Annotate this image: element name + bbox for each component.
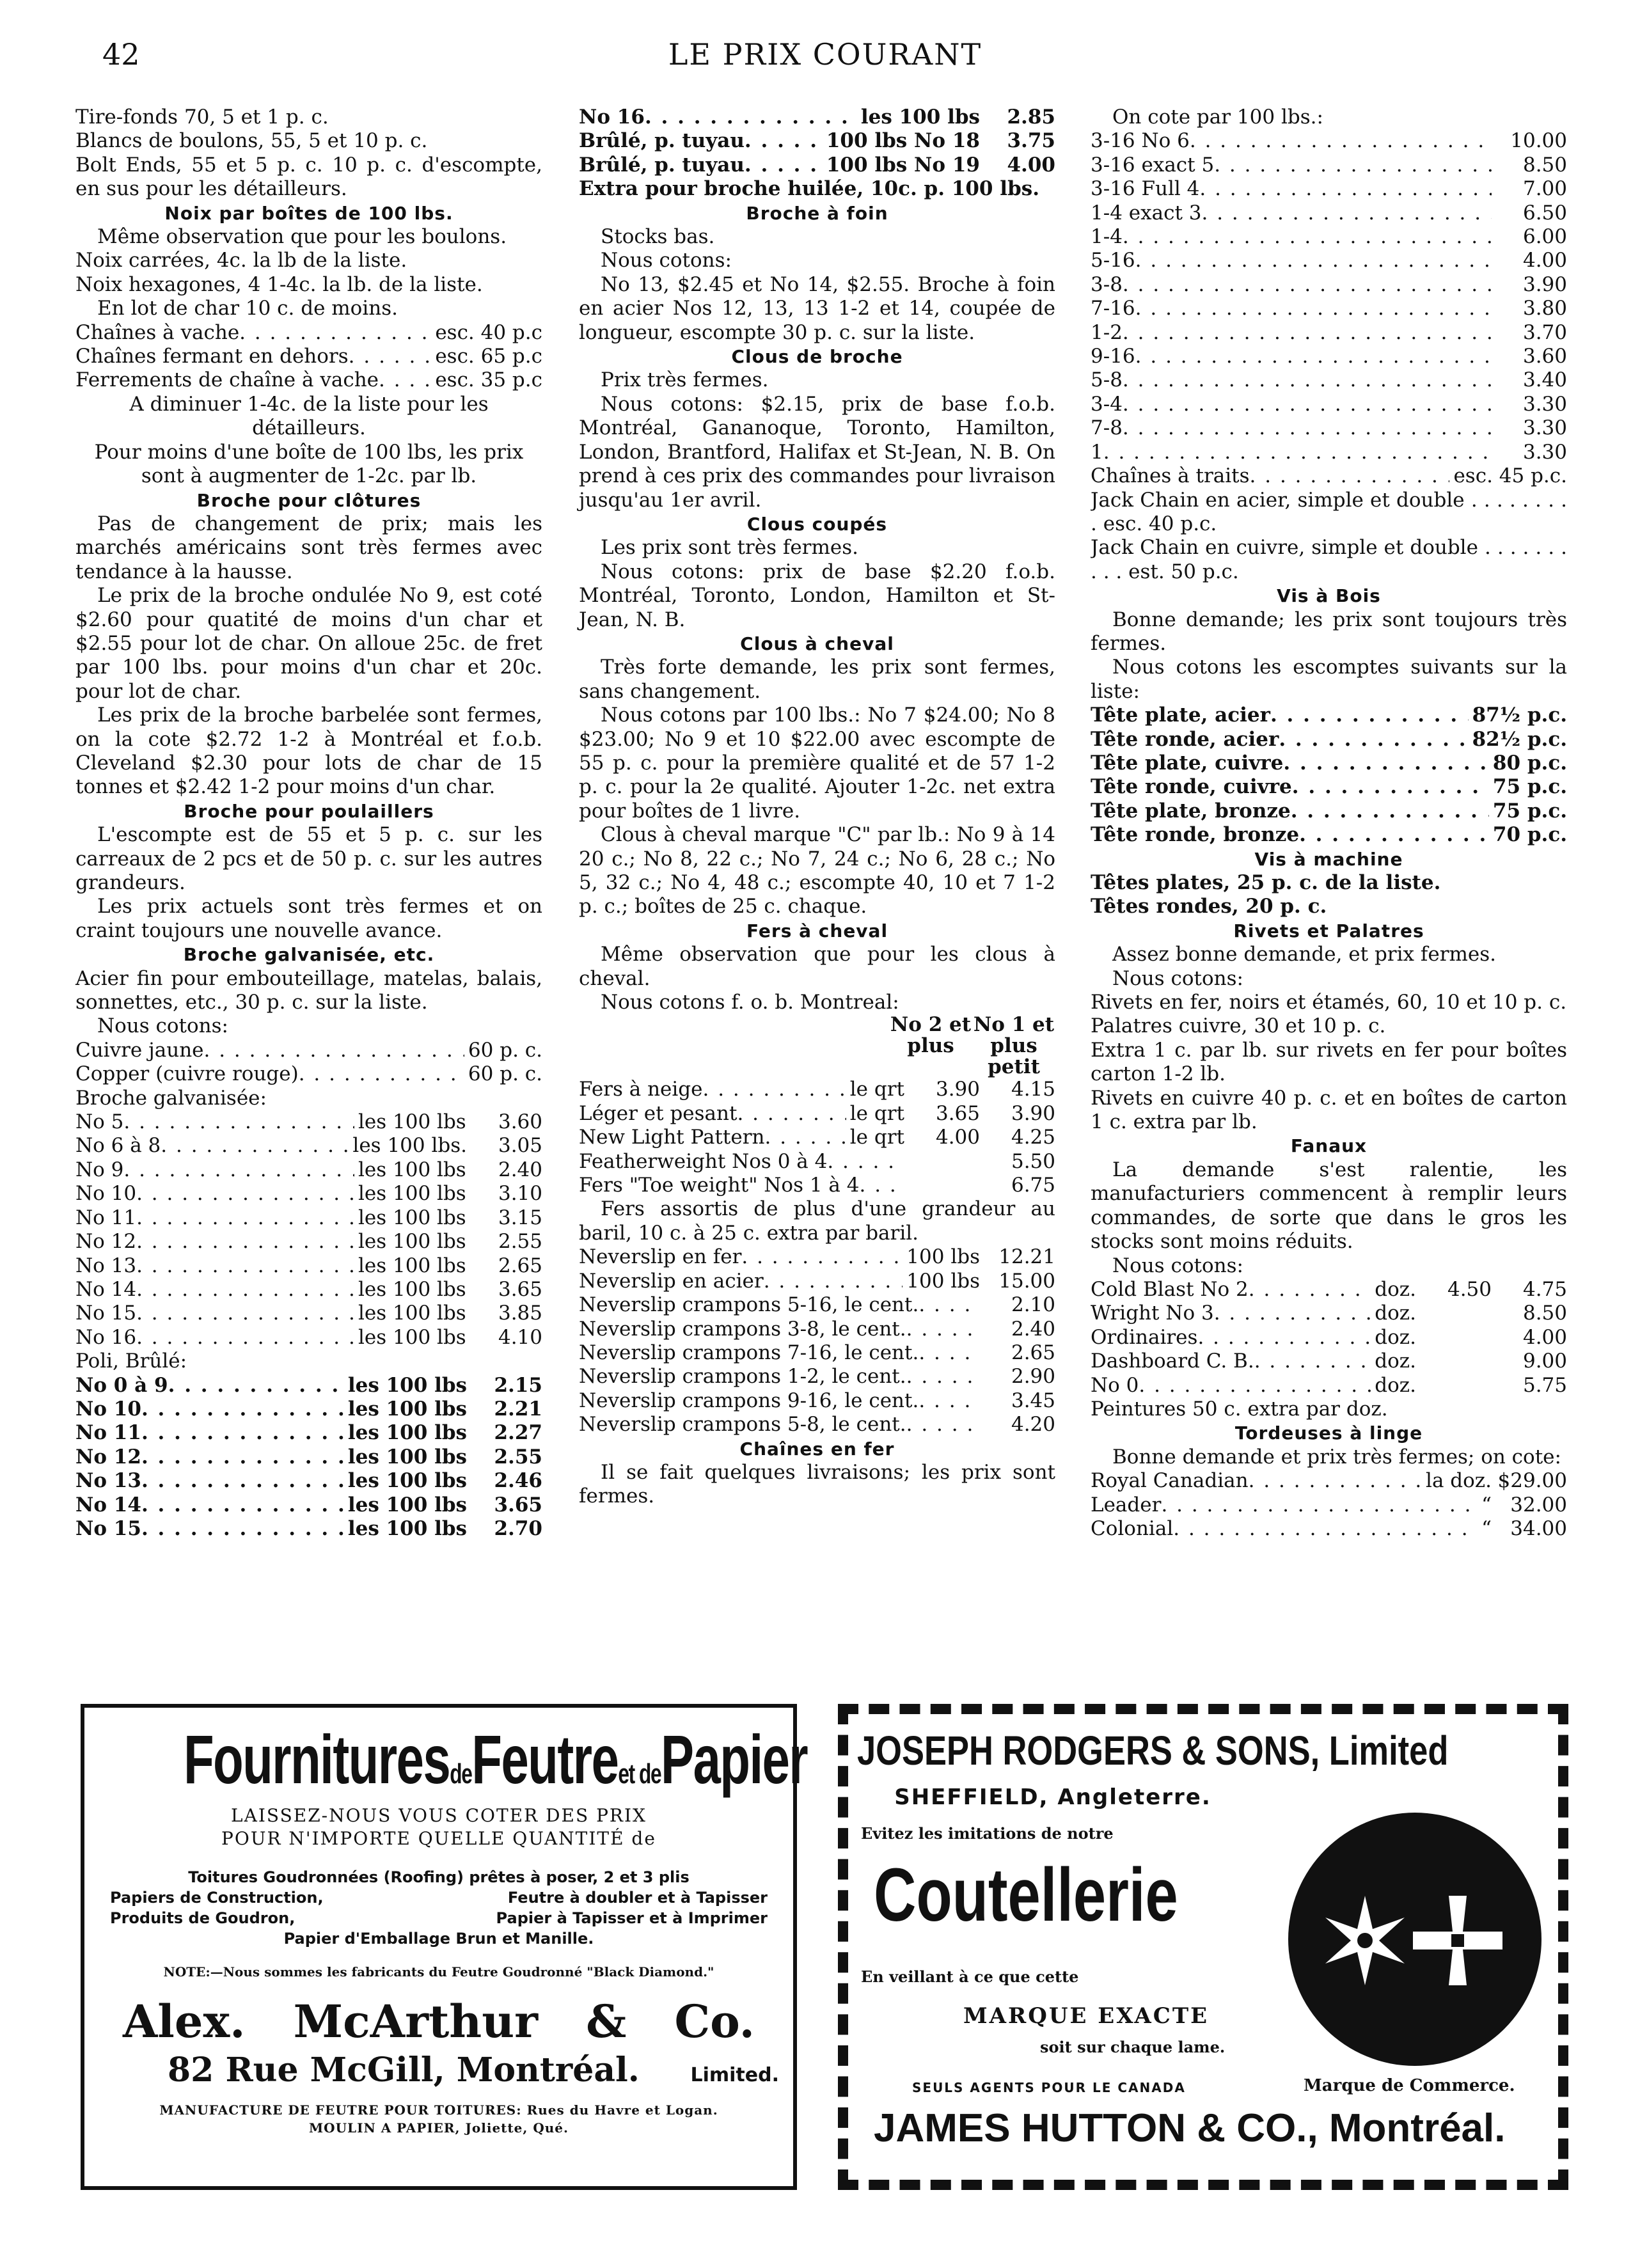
table-row: No 13 . . . les 100 lbs 2.65	[75, 1254, 542, 1278]
price-row: Ferrements de chaîne à vache . . . esc. 35 p.c	[75, 368, 542, 392]
table-row: No 16 . . . les 100 lbs 4.10	[75, 1326, 542, 1350]
section-heading: Clous à cheval	[740, 633, 894, 654]
ad-text: SEULS AGENTS POUR LE CANADA	[912, 2080, 1186, 2095]
paragraph: A diminuer 1-4c. de la liste pour les détailleurs.	[129, 392, 489, 440]
section-heading: Fers à cheval	[746, 920, 888, 941]
text-line: Extra pour broche huilée, 10c. p. 100 lbs.	[579, 177, 1039, 201]
ad-company-name: JOSEPH RODGERS & SONS, Limited	[857, 1728, 1449, 1774]
table-row: Neverslip crampons 5-16, le cent. . . . 2.10	[579, 1293, 1055, 1317]
table-row: 1-4 . . . 6.00	[1091, 225, 1567, 249]
column-3	[1091, 106, 1567, 1541]
publication-title: LE PRIX COURANT	[668, 37, 982, 72]
table-row: 3-4 . . . 3.30	[1091, 393, 1567, 416]
ad-manufacture: MANUFACTURE DE FEUTRE POUR TOITURES: Rues du Havre et Logan. MOULIN A PAPIER, Joliette, Qué.	[159, 2102, 718, 2136]
paragraph: Bonne demande et prix très fermes; on cote:	[1112, 1445, 1561, 1469]
ad-text: soit sur chaque lame.	[1040, 2038, 1226, 2056]
table-row: Neverslip crampons 1-2, le cent. . . . 2.90	[579, 1365, 1055, 1389]
paragraph: Nous cotons:	[1112, 966, 1243, 990]
page-header	[102, 37, 1548, 82]
paragraph: Nous cotons par 100 lbs.: No 7 $24.00; No 8 $23.00; No 9 et 10 $22.00 avec escompte de 55 p. c. pour la première qualité et de 57 1-2 p. c. pour la 2e qualité. Ajouter 1-2c. net extra pour boîtes de 1 livre.	[579, 704, 1055, 823]
table-row: Neverslip en acier . . . 100 lbs 15.00	[579, 1270, 1055, 1293]
section-heading: Broche à foin	[746, 202, 888, 224]
ad-subtitle: LAISSEZ-NOUS VOUS COTER DES PRIX POUR N'IMPORTE QUELLE QUANTITÉ de	[221, 1805, 656, 1849]
paragraph: Clous à cheval marque "C" par lb.: No 9 à 14 20 c.; No 8, 22 c.; No 7, 24 c.; No 6, 28 c.; No 5, 32 c.; No 4, 48 c.; escompte 40, 10 et 7 1-2 p. c.; boîtes de 25 c. chaque.	[579, 823, 1055, 918]
paragraph: Extra 1 c. par lb. sur rivets en fer pour boîtes carton 1-2 lb.	[1091, 1038, 1567, 1086]
paragraph: Noix carrées, 4c. la lb de la liste.	[75, 249, 407, 272]
table-row: 7-8 . . . 3.30	[1091, 416, 1567, 440]
column-header: No 2 et plus	[890, 1013, 972, 1058]
table-row: 3-16 Full 4 . . . 7.00	[1091, 177, 1567, 201]
screw-table	[1091, 704, 1567, 847]
wire-price-table	[579, 106, 1055, 177]
table-row: 9-16 . . . 3.60	[1091, 345, 1567, 368]
table-row: Cold Blast No 2 . . . doz. 4.50 4.75	[1091, 1278, 1567, 1302]
column-1	[75, 106, 542, 1541]
table-row: Featherweight Nos 0 à 4 . . . 5.50	[579, 1150, 1055, 1174]
trademark-star-cross-icon	[1288, 1813, 1541, 2066]
text-line: Broche galvanisée:	[75, 1086, 267, 1110]
table-row: Tête ronde, cuivre . . . 75 p.c.	[1091, 775, 1567, 799]
ad-product-list: Toitures Goudronnées (Roofing) prêtes à poser, 2 et 3 plis Papiers de Construction, Feutre à doubler et à Tapisser Produits de Goudron, Papier à Tapisser et à Imprimer Papier d'Emballage Brun et Manille.	[110, 1868, 768, 1948]
section-heading: Clous coupés	[746, 513, 888, 535]
table-row: Neverslip crampons 3-8, le cent. . . . 2.40	[579, 1318, 1055, 1341]
price-row: Jack Chain en acier, simple et double . . . . . . . . . esc. 40 p.c.	[1091, 488, 1567, 535]
paragraph: Très forte demande, les prix sont fermes, sans changement.	[579, 656, 1055, 703]
wringer-table	[1091, 1469, 1567, 1541]
table-row: Colonial . . . “ 34.00	[1091, 1517, 1567, 1541]
text-line: Poli, Brûlé:	[75, 1350, 187, 1373]
table-row: Neverslip crampons 5-8, le cent. . . . 4.20	[579, 1413, 1055, 1437]
table-row: No 0 à 9 . . . les 100 lbs 2.15	[75, 1374, 542, 1398]
table-row: No 11 . . . les 100 lbs 3.15	[75, 1206, 542, 1230]
price-row: Chaînes fermant en dehors . . . esc. 65 p.c	[75, 345, 542, 368]
price-row: Cuivre jaune . . . 60 p. c.	[75, 1039, 542, 1062]
table-row: 5-16 . . . 4.00	[1091, 249, 1567, 272]
table-row: Royal Canadian . . . la doz. $29.00	[1091, 1469, 1567, 1493]
paragraph: Les prix sont très fermes.	[601, 536, 858, 560]
table-row: Tête ronde, acier . . . 82½ p.c.	[1091, 728, 1567, 752]
table-row: New Light Pattern . . . le qrt 4.00 4.25	[579, 1126, 1055, 1149]
paragraph: L'escompte est de 55 et 5 p. c. sur les carreaux de 2 pcs et de 50 p. c. sur les autres grandeurs.	[75, 823, 542, 894]
column-header: No 1 et plus petit	[973, 1013, 1055, 1079]
price-row: Jack Chain en cuivre, simple et double . . . . . . . . . . est. 50 p.c.	[1091, 536, 1567, 583]
table-row: 5-8 . . . 3.40	[1091, 368, 1567, 392]
paragraph: Même observation que pour les clous à cheval.	[579, 943, 1055, 990]
text-line: Peintures 50 c. extra par doz.	[1091, 1397, 1388, 1421]
paragraph: Fers assortis de plus d'une grandeur au baril, 10 c. à 25 c. extra par baril.	[579, 1197, 1055, 1245]
table-row: Wright No 3 . . . doz. 8.50	[1091, 1302, 1567, 1325]
section-heading: Rivets et Palatres	[1233, 920, 1424, 941]
horseshoe-table	[579, 1078, 1055, 1197]
paragraph: Les prix actuels sont très fermes et on craint toujours une nouvelle avance.	[75, 895, 542, 942]
paragraph: Même observation que pour les boulons.	[97, 225, 507, 249]
section-heading: Vis à Bois	[1277, 585, 1381, 607]
text-line: On cote par 100 lbs.:	[1112, 106, 1323, 129]
paragraph: Acier fin pour embouteillage, matelas, balais, sonnettes, etc., 30 p. c. sur la liste.	[75, 966, 542, 1014]
table-row: No 10 . . . les 100 lbs 3.10	[75, 1182, 542, 1206]
paragraph: Les prix de la broche barbelée sont fermes, on la cote $2.72 1-2 à Montréal et f.o.b. Cleveland $2.30 pour lots de char de 15 tonnes et $2.42 1-2 pour moins d'un char.	[75, 704, 542, 799]
text-line: Blancs de boulons, 55, 5 et 10 p. c.	[75, 129, 428, 153]
table-row: No 15 . . . les 100 lbs 2.70	[75, 1517, 542, 1541]
table-row: 3-8 . . . 3.90	[1091, 273, 1567, 297]
paragraph: Nous cotons: prix de base $2.20 f.o.b. Montréal, Toronto, London, Hamilton et St-Jean, N. B.	[579, 560, 1055, 631]
ad-text: Evitez les imitations de notre	[861, 1824, 1114, 1843]
paragraph: Assez bonne demande, et prix fermes.	[1112, 943, 1497, 966]
table-row: Fers "Toe weight" Nos 1 à 4 . . . 6.75	[579, 1174, 1055, 1197]
paragraph: Pour moins d'une boîte de 100 lbs, les prix sont à augmenter de 1-2c. par lb.	[94, 440, 524, 488]
neverslip-table	[579, 1245, 1055, 1437]
section-heading: Fanaux	[1290, 1135, 1368, 1157]
section-heading: Vis à machine	[1254, 848, 1403, 870]
section-heading: Clous de broche	[731, 346, 903, 368]
advertisement-mcarthur	[81, 1704, 808, 2190]
section-heading: Tordeuses à linge	[1234, 1422, 1423, 1444]
paragraph: Nous cotons les escomptes suivants sur la liste:	[1091, 656, 1567, 703]
paragraph: Rivets en cuivre 40 p. c. et en boîtes de carton 1 c. extra par lb.	[1091, 1086, 1567, 1134]
table-header	[579, 1014, 1055, 1078]
table-row: Neverslip crampons 9-16, le cent. . . . 3.45	[579, 1389, 1055, 1413]
ad-headline: FournituresdeFeutreet dePapier	[184, 1721, 808, 1798]
table-row: Léger et pesant . . . le qrt 3.65 3.90	[579, 1102, 1055, 1126]
section-heading: Broche galvanisée, etc.	[183, 944, 435, 966]
table-row: 7-16 . . . 3.80	[1091, 297, 1567, 320]
section-heading: Broche pour poulaillers	[184, 800, 434, 822]
table-row: No 14 . . . les 100 lbs 3.65	[75, 1493, 542, 1517]
paragraph: Le prix de la broche ondulée No 9, est coté $2.60 pour quatité de moins d'un char et $2.55 pour lot de char. On alloue 25c. de fret par 100 lbs. pour moins d'un char et 20c. pour lot de char.	[75, 584, 542, 703]
paragraph: Palatres cuivre, 30 et 10 p. c.	[1091, 1014, 1386, 1038]
table-row: Leader . . . “ 32.00	[1091, 1493, 1567, 1517]
table-row: No 5 . . . les 100 lbs 3.60	[75, 1110, 542, 1134]
paragraph: Têtes rondes, 20 p. c.	[1091, 895, 1327, 918]
paragraph: En lot de char 10 c. de moins.	[97, 297, 398, 320]
ad-city: SHEFFIELD, Angleterre.	[894, 1784, 1211, 1810]
table-row: No 6 à 8 . . . les 100 lbs. 3.05	[75, 1134, 542, 1158]
table-row: No 9 . . . les 100 lbs 2.40	[75, 1158, 542, 1182]
table-row: No 12 . . . les 100 lbs 2.55	[75, 1230, 542, 1254]
table-row: 1-2 . . . 3.70	[1091, 321, 1567, 345]
table-row: No 14 . . . les 100 lbs 3.65	[75, 1278, 542, 1302]
table-row: No 12 . . . les 100 lbs 2.55	[75, 1445, 542, 1469]
text-line: Bolt Ends, 55 et 5 p. c. 10 p. c. d'escompte, en sus pour les détailleurs.	[75, 153, 542, 201]
lantern-table	[1091, 1278, 1567, 1398]
section-heading: Chaînes en fer	[739, 1438, 895, 1460]
table-row: Brûlé, p. tuyau . . . 100 lbs No 19 4.00	[579, 154, 1055, 177]
table-row: Fers à neige . . . le qrt 3.90 4.15	[579, 1078, 1055, 1101]
ad-text: En veillant à ce que cette	[861, 1967, 1079, 1986]
table-row: No 0 . . . doz. 5.75	[1091, 1374, 1567, 1398]
paragraph: Pas de changement de prix; mais les marchés américains sont très fermes avec tendance à la hausse.	[75, 512, 542, 583]
ad-headline: Coutellerie	[874, 1853, 1178, 1937]
paragraph: Noix hexagones, 4 1-4c. la lb. de la liste.	[75, 272, 483, 296]
ad-firm-name: Alex. McArthur & Co.	[123, 1995, 755, 2048]
advertisement-rodgers	[838, 1704, 1568, 2190]
table-row: No 16 . . . les 100 lbs 2.85	[579, 106, 1055, 129]
table-row: Neverslip en fer . . . 100 lbs 12.21	[579, 1245, 1055, 1269]
table-row: Ordinaires . . . doz. 4.00	[1091, 1326, 1567, 1350]
table-row: Dashboard C. B. . . . doz. 9.00	[1091, 1350, 1567, 1373]
paragraph: Nous cotons:	[601, 249, 732, 272]
paragraph: Stocks bas.	[601, 225, 715, 249]
table-row: No 15 . . . les 100 lbs 3.85	[75, 1302, 542, 1325]
paragraph: No 13, $2.45 et No 14, $2.55. Broche à foin en acier Nos 12, 13, 13 1-2 et 14, coupée de longueur, escompte 30 p. c. sur la liste.	[579, 272, 1055, 344]
table-row: Tête plate, cuivre . . . 80 p.c.	[1091, 752, 1567, 775]
column-2	[579, 106, 1055, 1509]
table-row: No 13 . . . les 100 lbs 2.46	[75, 1469, 542, 1493]
table-row: Tête ronde, bronze . . . 70 p.c.	[1091, 823, 1567, 847]
table-row: 3-16 No 6 . . . 10.00	[1091, 129, 1567, 153]
ad-note: NOTE:—Nous sommes les fabricants du Feutre Goudronné "Black Diamond."	[163, 1964, 714, 1980]
price-row: Chaînes à traits . . . esc. 45 p.c.	[1091, 464, 1567, 488]
ad-agent-name: JAMES HUTTON & CO., Montréal.	[874, 2106, 1506, 2150]
paragraph: Prix très fermes.	[601, 368, 769, 392]
paragraph: Nous cotons:	[97, 1014, 228, 1038]
paragraph: La demande s'est ralentie, les manufacturiers commencent à remplir leurs commandes, de sorte que dans le gros les stocks sont moins réduits.	[1091, 1158, 1567, 1254]
ad-address: 82 Rue McGill, Montréal. Limited.	[168, 2051, 779, 2090]
price-row: Chaînes à vache . . . esc. 40 p.c	[75, 321, 542, 345]
table-row: Brûlé, p. tuyau . . . 100 lbs No 18 3.75	[579, 129, 1055, 153]
ad-text: MARQUE EXACTE	[963, 2003, 1210, 2029]
table-row: No 10 . . . les 100 lbs 2.21	[75, 1398, 542, 1421]
page-number: 42	[102, 37, 140, 72]
paragraph: Nous cotons f. o. b. Montreal:	[601, 991, 899, 1014]
paragraph: Nous cotons: $2.15, prix de base f.o.b. Montréal, Gananoque, Toronto, Hamilton, London, Brantford, Halifax et St-Jean, N. B. On prend à ces prix des commandes pour livraison jusqu'au 1er avril.	[579, 392, 1055, 512]
table-row: Neverslip crampons 7-16, le cent. . . . 2.65	[579, 1341, 1055, 1365]
table-row: Tête plate, bronze . . . 75 p.c.	[1091, 799, 1567, 823]
paragraph: Bonne demande; les prix sont toujours très fermes.	[1091, 608, 1567, 655]
chain-price-table	[1091, 129, 1567, 464]
ad-text: Marque de Commerce.	[1304, 2076, 1515, 2095]
table-row: 1-4 exact 3 . . . 6.50	[1091, 201, 1567, 225]
section-heading: Broche pour clôtures	[196, 489, 422, 511]
table-row: 3-16 exact 5 . . . 8.50	[1091, 154, 1567, 177]
text-line: Tire-fonds 70, 5 et 1 p. c.	[75, 106, 329, 129]
section-heading: Noix par boîtes de 100 lbs.	[164, 202, 453, 224]
table-row: Tête plate, acier . . . 87½ p.c.	[1091, 704, 1567, 727]
paragraph: Rivets en fer, noirs et étamés, 60, 10 et 10 p. c.	[1091, 991, 1567, 1014]
polished-wire-table	[75, 1374, 542, 1541]
paragraph: Nous cotons:	[1112, 1254, 1243, 1277]
paragraph: Il se fait quelques livraisons; les prix sont fermes.	[579, 1460, 1055, 1508]
table-row: 1 . . . 3.30	[1091, 441, 1567, 464]
paragraph: Têtes plates, 25 p. c. de la liste.	[1091, 871, 1441, 894]
price-row: Copper (cuivre rouge) . . . 60 p. c.	[75, 1062, 542, 1086]
galvanized-wire-table	[75, 1110, 542, 1350]
table-row: No 11 . . . les 100 lbs 2.27	[75, 1421, 542, 1445]
